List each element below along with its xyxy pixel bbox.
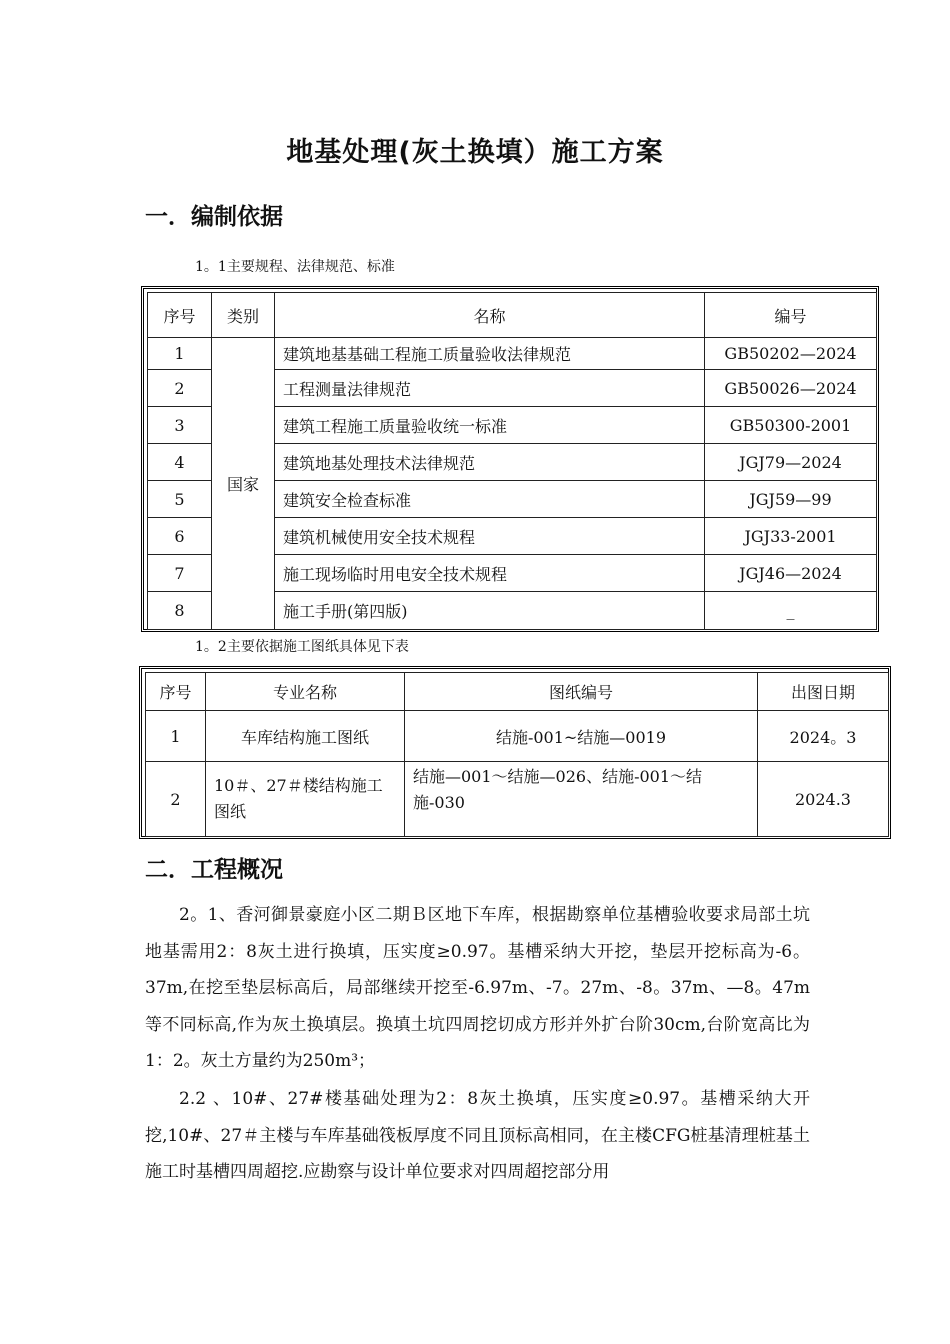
header-date: 出图日期: [758, 673, 889, 711]
table-row: [146, 762, 889, 837]
row-name: 建筑安全检查标准: [275, 481, 705, 518]
header-name: 名称: [275, 293, 705, 338]
paragraph-2-2: 2.2 、10#、27#楼基础处理为2：8灰土换填，压实度≥0.97。基槽采纳大开挖,10#、27＃主楼与车库基础筏板厚度不同且顶标高相同，在主楼CFG桩基清理桩基土施工时基槽四周超挖.应勘察与设计单位要求对四周超挖部分用: [145, 1089, 810, 1182]
row-no: 1: [146, 711, 206, 762]
row-name: 车库结构施工图纸: [206, 711, 405, 762]
header-discipline: 专业名称: [206, 673, 405, 711]
row-date: 2024.3: [758, 762, 889, 837]
row-no: 5: [148, 481, 212, 518]
row-name: 建筑工程施工质量验收统一标准: [275, 407, 705, 444]
category-cell: 国家: [212, 338, 275, 630]
row-code: JGJ33-2001: [705, 518, 877, 555]
table-header-row: [146, 673, 889, 711]
subsection-regulations: 1。1主要规程、法律规范、标准: [195, 259, 395, 275]
header-no: 序号: [146, 673, 206, 711]
row-name: 施工手册(第四版): [275, 592, 705, 630]
drawings-table-frame: [139, 666, 891, 839]
row-code: 结施—001～结施—026、结施-001～结施-030: [405, 762, 758, 837]
row-code: JGJ46—2024: [705, 555, 877, 592]
regulations-table-frame: [141, 286, 879, 632]
document-title: 地基处理(灰土换填）施工方案: [286, 137, 664, 168]
header-no: 序号: [148, 293, 212, 338]
row-no: 6: [148, 518, 212, 555]
row-no: 3: [148, 407, 212, 444]
section-heading-overview: 二．工程概况: [145, 857, 283, 883]
row-code: GB50300-2001: [705, 407, 877, 444]
row-name: 建筑地基基础工程施工质量验收法律规范: [275, 338, 705, 370]
row-code: GB50202—2024: [705, 338, 877, 370]
drawings-table: [145, 672, 889, 837]
row-code: JGJ59—99: [705, 481, 877, 518]
row-no: 2: [148, 370, 212, 407]
row-no: 8: [148, 592, 212, 630]
paragraph-2-1: 2。1、香河御景豪庭小区二期Ｂ区地下车库，根据勘察单位基槽验收要求局部土坑地基需用2：8灰土进行换填，压实度≥0.97。基槽采纳大开挖，垫层开挖标高为-6。37m,在挖至垫层标高后，局部继续开挖至-6.97m、-7。27m、-8。37m、—8。47m等不同标高,作为灰土换填层。换填土坑四周挖切成方形并外扩台阶30cm,台阶宽高比为1：2。灰土方量约为250m³；: [145, 905, 810, 1071]
row-code: JGJ79—2024: [705, 444, 877, 481]
row-no: 1: [148, 338, 212, 370]
row-code: _: [705, 592, 877, 630]
section-heading-basis: 一．编制依据: [145, 204, 283, 230]
table-row: [146, 711, 889, 762]
row-name: 建筑地基处理技术法律规范: [275, 444, 705, 481]
row-code: GB50026—2024: [705, 370, 877, 407]
table-header-row: [148, 293, 877, 338]
header-drawing-no: 图纸编号: [405, 673, 758, 711]
row-no: 7: [148, 555, 212, 592]
row-no: 2: [146, 762, 206, 837]
row-name: 施工现场临时用电安全技术规程: [275, 555, 705, 592]
header-code: 编号: [705, 293, 877, 338]
row-code: 结施-001~结施—0019: [405, 711, 758, 762]
row-name: 建筑机械使用安全技术规程: [275, 518, 705, 555]
row-name: 10＃、27＃楼结构施工 图纸: [206, 762, 405, 837]
header-category: 类别: [212, 293, 275, 338]
subsection-drawings: 1。2主要依据施工图纸具体见下表: [195, 639, 409, 655]
row-no: 4: [148, 444, 212, 481]
row-date: 2024。3: [758, 711, 889, 762]
row-name: 工程测量法律规范: [275, 370, 705, 407]
table-row: [148, 338, 877, 370]
regulations-table: [147, 292, 877, 630]
